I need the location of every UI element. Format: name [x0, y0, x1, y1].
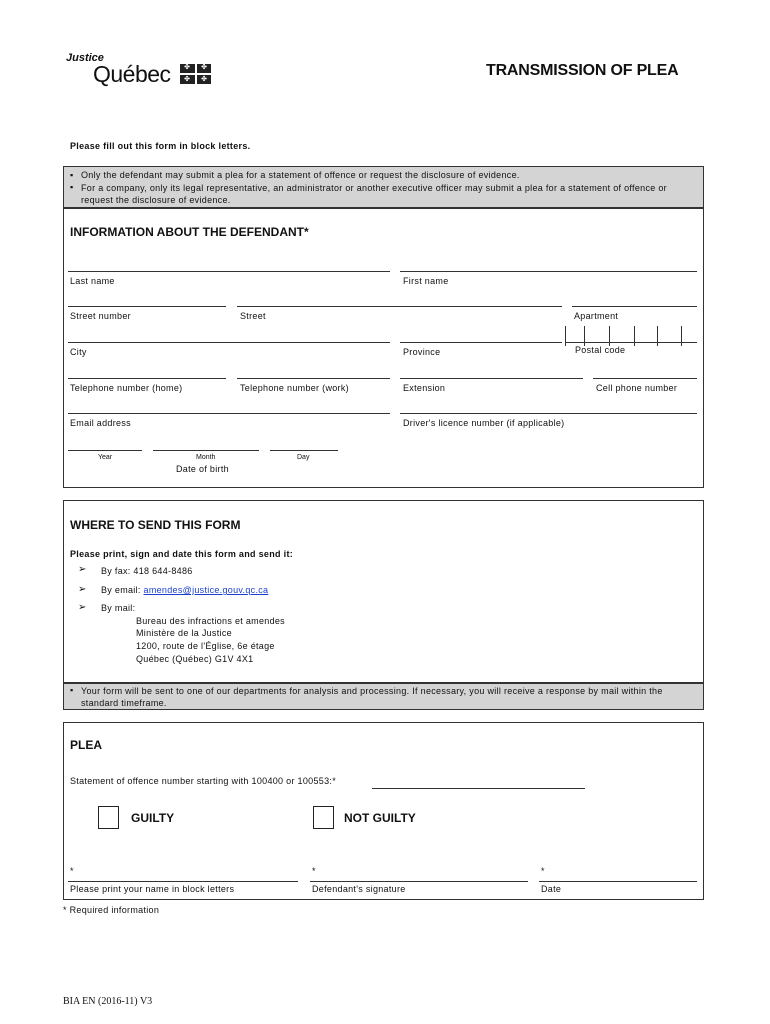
mail-address-line: 1200, route de l'Église, 6e étage — [136, 641, 275, 651]
date-field[interactable] — [539, 881, 697, 882]
last-name-label: Last name — [70, 276, 115, 286]
not-guilty-label: NOT GUILTY — [344, 811, 416, 825]
arrow-bullet-icon: ➢ — [78, 584, 87, 595]
mail-address-line: Bureau des infractions et amendes — [136, 616, 285, 626]
email-label: Email address — [70, 418, 131, 428]
form-code: BIA EN (2016-11) V3 — [63, 996, 153, 1007]
street-label: Street — [240, 311, 266, 321]
tel-work-label: Telephone number (work) — [240, 383, 349, 393]
extension-label: Extension — [403, 383, 446, 393]
notice-item-2: For a company, only its legal representative, an administrator or another executive officer may submit a plea for a statement of offence or request the disclosure of evidence. — [81, 183, 667, 205]
required-info-note: * Required information — [63, 905, 160, 915]
city-label: City — [70, 347, 87, 357]
send-fax: By fax: 418 644-8486 — [101, 566, 193, 576]
extension-field[interactable] — [400, 378, 583, 379]
quebec-flag-icon: ✤ ✤ ✤ ✤ — [180, 64, 211, 84]
tel-home-label: Telephone number (home) — [70, 383, 183, 393]
signature-field[interactable] — [310, 881, 528, 882]
city-field[interactable] — [68, 342, 390, 343]
print-name-field[interactable] — [68, 881, 298, 882]
mail-address-line: Ministère de la Justice — [136, 628, 232, 638]
send-email-link[interactable]: amendes@justice.gouv.qc.ca — [143, 585, 269, 595]
cell-phone-field[interactable] — [593, 378, 697, 379]
not-guilty-checkbox[interactable] — [313, 806, 334, 829]
email-field[interactable] — [68, 413, 390, 414]
postal-code-cell[interactable] — [681, 326, 682, 346]
dob-month-field[interactable] — [153, 450, 259, 451]
first-name-label: First name — [403, 276, 449, 286]
print-name-label: Please print your name in block letters — [70, 884, 235, 894]
postal-code-cell[interactable] — [609, 326, 610, 346]
required-star: * — [312, 866, 316, 876]
tel-home-field[interactable] — [68, 378, 226, 379]
arrow-bullet-icon: ➢ — [78, 602, 87, 613]
dob-year-label: Year — [98, 454, 113, 461]
last-name-field[interactable] — [68, 271, 390, 272]
dob-day-label: Day — [297, 454, 310, 461]
page-title: TRANSMISSION OF PLEA — [486, 62, 679, 79]
street-field[interactable] — [237, 306, 562, 307]
apartment-field[interactable] — [572, 306, 697, 307]
logo-justice-text: Justice — [66, 52, 104, 64]
notice-bullet: ▪ — [70, 170, 74, 180]
send-instruction: Please print, sign and date this form and send it: — [70, 549, 294, 559]
licence-label: Driver's licence number (if applicable) — [403, 418, 565, 428]
notice-bullet: ▪ — [70, 182, 74, 192]
dob-month-label: Month — [196, 454, 216, 461]
first-name-field[interactable] — [400, 271, 697, 272]
required-star: * — [70, 866, 74, 876]
send-heading: WHERE TO SEND THIS FORM — [70, 518, 241, 532]
street-number-field[interactable] — [68, 306, 226, 307]
required-star: * — [541, 866, 545, 876]
statement-label: Statement of offence number starting with 100400 or 100553:* — [70, 776, 336, 786]
province-field[interactable] — [400, 342, 562, 343]
licence-field[interactable] — [400, 413, 697, 414]
tel-work-field[interactable] — [237, 378, 390, 379]
apartment-label: Apartment — [574, 311, 619, 321]
note-bullet: ▪ — [70, 685, 74, 695]
mail-address-line: Québec (Québec) G1V 4X1 — [136, 654, 254, 664]
notice-item-1: Only the defendant may submit a plea for a statement of offence or request the disclosure of evidence. — [81, 170, 520, 180]
date-label: Date — [541, 884, 562, 894]
postal-code-field[interactable] — [565, 342, 697, 343]
send-email — [101, 585, 268, 595]
dob-year-field[interactable] — [68, 450, 142, 451]
plea-heading: PLEA — [70, 738, 103, 752]
statement-number-field[interactable] — [372, 788, 585, 789]
guilty-label: GUILTY — [131, 811, 175, 825]
province-label: Province — [403, 347, 441, 357]
postal-code-cell[interactable] — [584, 326, 585, 346]
postal-code-cell[interactable] — [565, 326, 566, 346]
postal-code-label: Postal code — [575, 345, 626, 355]
send-mail: By mail: — [101, 603, 136, 613]
postal-code-cell[interactable] — [634, 326, 635, 346]
defendant-heading: INFORMATION ABOUT THE DEFENDANT* — [70, 225, 309, 239]
signature-label: Defendant's signature — [312, 884, 406, 894]
dob-label: Date of birth — [176, 464, 229, 474]
postal-code-cell[interactable] — [657, 326, 658, 346]
dob-day-field[interactable] — [270, 450, 338, 451]
arrow-bullet-icon: ➢ — [78, 564, 87, 575]
send-footer-note: Your form will be sent to one of our departments for analysis and processing. If necessary, you will receive a response by mail within the standard timeframe. — [81, 686, 663, 708]
logo-quebec-text: Québec — [93, 61, 171, 87]
cell-phone-label: Cell phone number — [596, 383, 678, 393]
guilty-checkbox[interactable] — [98, 806, 119, 829]
intro-text: Please fill out this form in block letters. — [70, 141, 251, 151]
street-number-label: Street number — [70, 311, 131, 321]
send-email-prefix: By email: — [101, 585, 144, 595]
